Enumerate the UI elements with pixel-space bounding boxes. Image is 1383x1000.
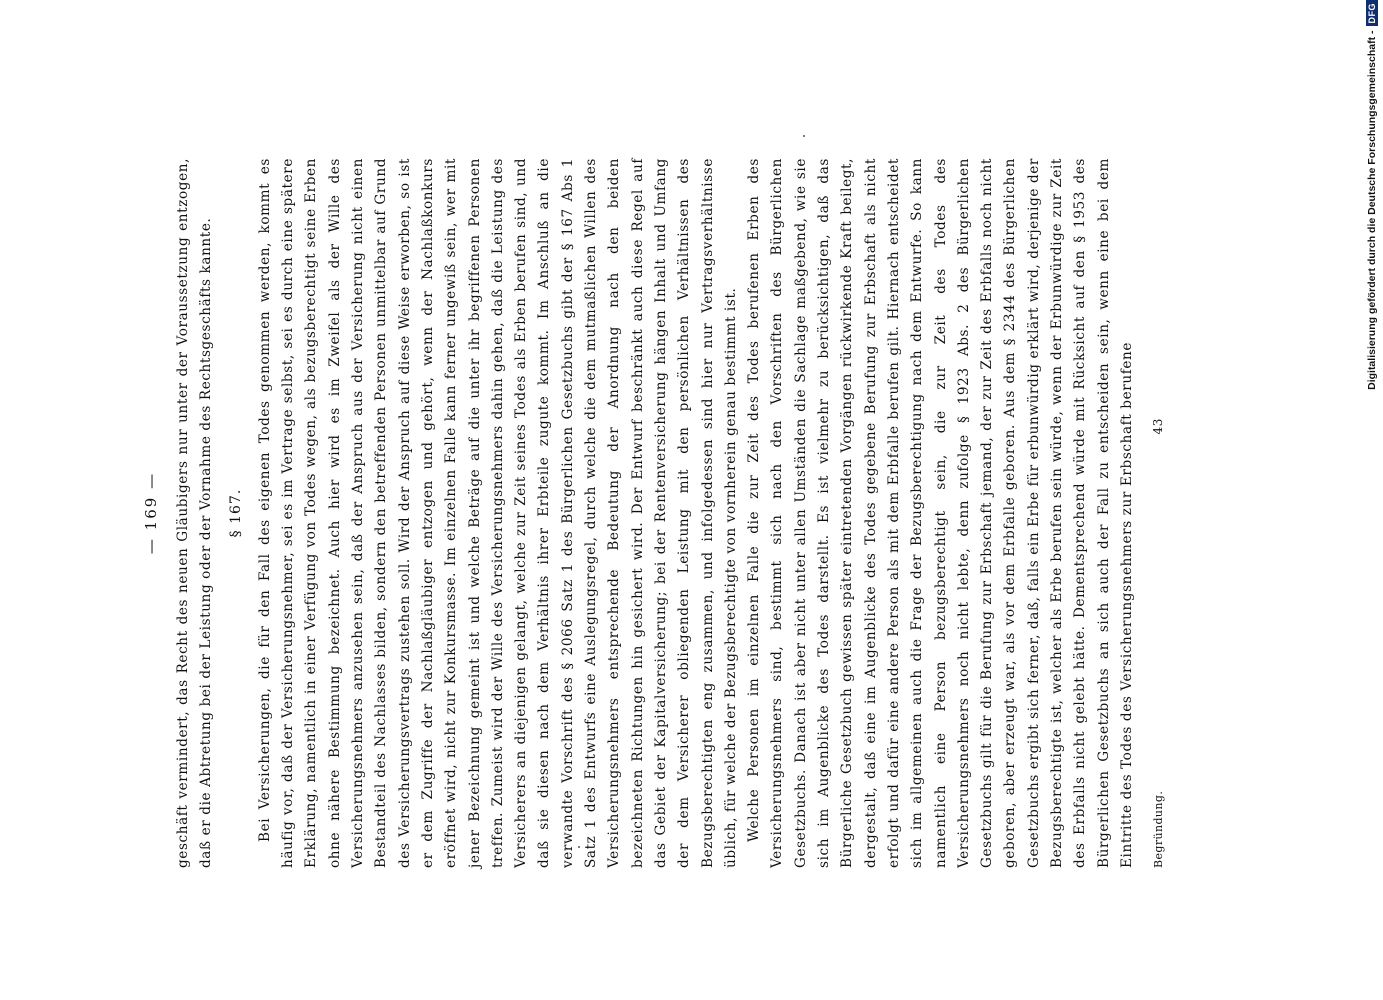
section-heading: § 167. bbox=[227, 488, 244, 538]
paragraph-2: Welche Personen im einzelnen Falle die zur Zeit des Todes berufenen Erben des Versicherungsnehmers sind, bestimmt sich nach den Vorschriften des Bürgerlichen Gesetzbuchs. Danach ist aber nicht unter allen Umständen die Sachlage maßgebend, wie sie sich im Augenblicke des Todes darstellt. Es ist vielmehr zu berücksichtigen, daß das Bürgerliche Gesetzbuch gewissen später eintretenden Vorgängen rückwirkende Kraft beilegt, dergestalt, daß eine im Augenblicke des Todes gegebene Berufung zur Erbschaft als nicht erfolgt und dafür eine andere Person als mit dem Erbfalle berufen gilt. Hiernach entscheidet sich im allgemeinen auch die Frage der Bezugsberechtigung nach dem Entwurfe. So kann namentlich eine Person bezugsberechtigt sein, die zur Zeit des Todes des Versicherungsnehmers noch nicht lebte, denn zufolge § 1923 Abs. 2 des Bürgerlichen Gesetzbuchs gilt für die Berufung zur Erbschaft jemand, der zur Zeit des Erbfalls noch nicht geboren, aber erzeugt war, als vor dem Erbfalle geboren. Aus dem § 2344 des Bürgerlichen Gesetzbuchs ergibt sich ferner, daß, falls ein Erbe für erbunwürdig erklärt wird, derjenige der Bezugsberechtigte ist, welcher als Erbe berufen sein würde, wenn der Erbunwürdige zur Zeit des Erbfalls nicht gelebt hätte. Dementsprechend würde mit Rücksicht auf den § 1953 des Bürgerlichen Gesetzbuchs an sich auch der Fall zu entscheiden sein, wenn eine bei dem Eintritte des Todes des Versicherungsnehmers zur Erbschaft berufene bbox=[746, 158, 1135, 868]
footer-signature: Begründung. bbox=[1152, 790, 1166, 868]
paragraph-1: Bei Versicherungen, die für den Fall des eigenen Todes genommen werden, kommt es häufig vor, daß der Versicherungsnehmer, sei es im Vertrage selbst, sei es durch eine spätere Erklärung, namentlich in einer Verfügung von Todes wegen, als bezugsberechtigt seine Erben ohne nähere Bestimmung bezeichnet. Auch hier wird es im Zweifel als der Wille des Versicherungsnehmers anzusehen sein, daß der Anspruch aus der Versicherung nicht einen Bestandteil des Nachlasses bilden, sondern den betreffenden Personen unmittelbar auf Grund des Versicherungsvertrags zustehen soll. Wird der Anspruch auf diese Weise erworben, so ist er dem Zugriffe der Nachlaßgläubiger entzogen und gehört, wenn der Nachlaßkonkurs eröffnet wird, nicht zur Konkursmasse. Im einzelnen Falle kann ferner ungewiß sein, wer mit jener Bezeichnung gemeint ist und welche Beträge auf die unter ihr begriffenen Personen treffen. Zumeist wird der Wille des Versicherungsnehmers dahin gehen, daß die Leistung des Versicherers an diejenigen gelangt, welche zur Zeit seines Todes als Erben berufen sind, und daß sie diesen nach dem Verhältnis ihrer Erbteile zugute kommt. Im Anschluß an die verwandte Vorschrift des § 2066 Satz 1 des Bürgerlichen Gesetzbuchs gibt der § 167 Abs 1 Satz 1 des Entwurfs eine Auslegungsregel, durch welche die dem mutmaßlichen Willen des Versicherungsnehmers entsprechende Bedeutung der Anordnung nach den beiden bezeichneten Richtungen hin gesichert wird. Der Entwurf beschränkt auch diese Regel auf das Gebiet der Kapitalversicherung; bei der Rentenversicherung hängen Inhalt und Umfang der dem Versicherer obliegenden Leistung mit den persönlichen Verhältnissen des Bezugsberechtigten eng zusammen, und infolgedessen sind hier nur Vertragsverhältnisse üblich, für welche der Bezugsberechtigte von vornherein genau bestimmt ist. bbox=[256, 158, 739, 868]
digitization-notice bbox=[1364, 0, 1380, 960]
scan-speck bbox=[803, 135, 805, 137]
page-number: — 169 — bbox=[142, 471, 160, 555]
dfg-logo: DFG bbox=[1366, 0, 1378, 27]
footer-number: 43 bbox=[1151, 418, 1166, 435]
digitization-notice-text: Digitalisierung gefördert durch die Deutsche Forschungsgemeinschaft - bbox=[1366, 30, 1378, 390]
scan-speck bbox=[578, 846, 580, 848]
rotated-text-block bbox=[140, 158, 1220, 868]
page-footer bbox=[1147, 158, 1170, 868]
lead-paragraph: geschäft vermindert, das Recht des neuen Gläubigers nur unter der Voraussetzung entzogen, daß er die Abtretung bei der Leistung oder der Vornahme des Rechtsgeschäfts kannte. bbox=[175, 158, 215, 868]
